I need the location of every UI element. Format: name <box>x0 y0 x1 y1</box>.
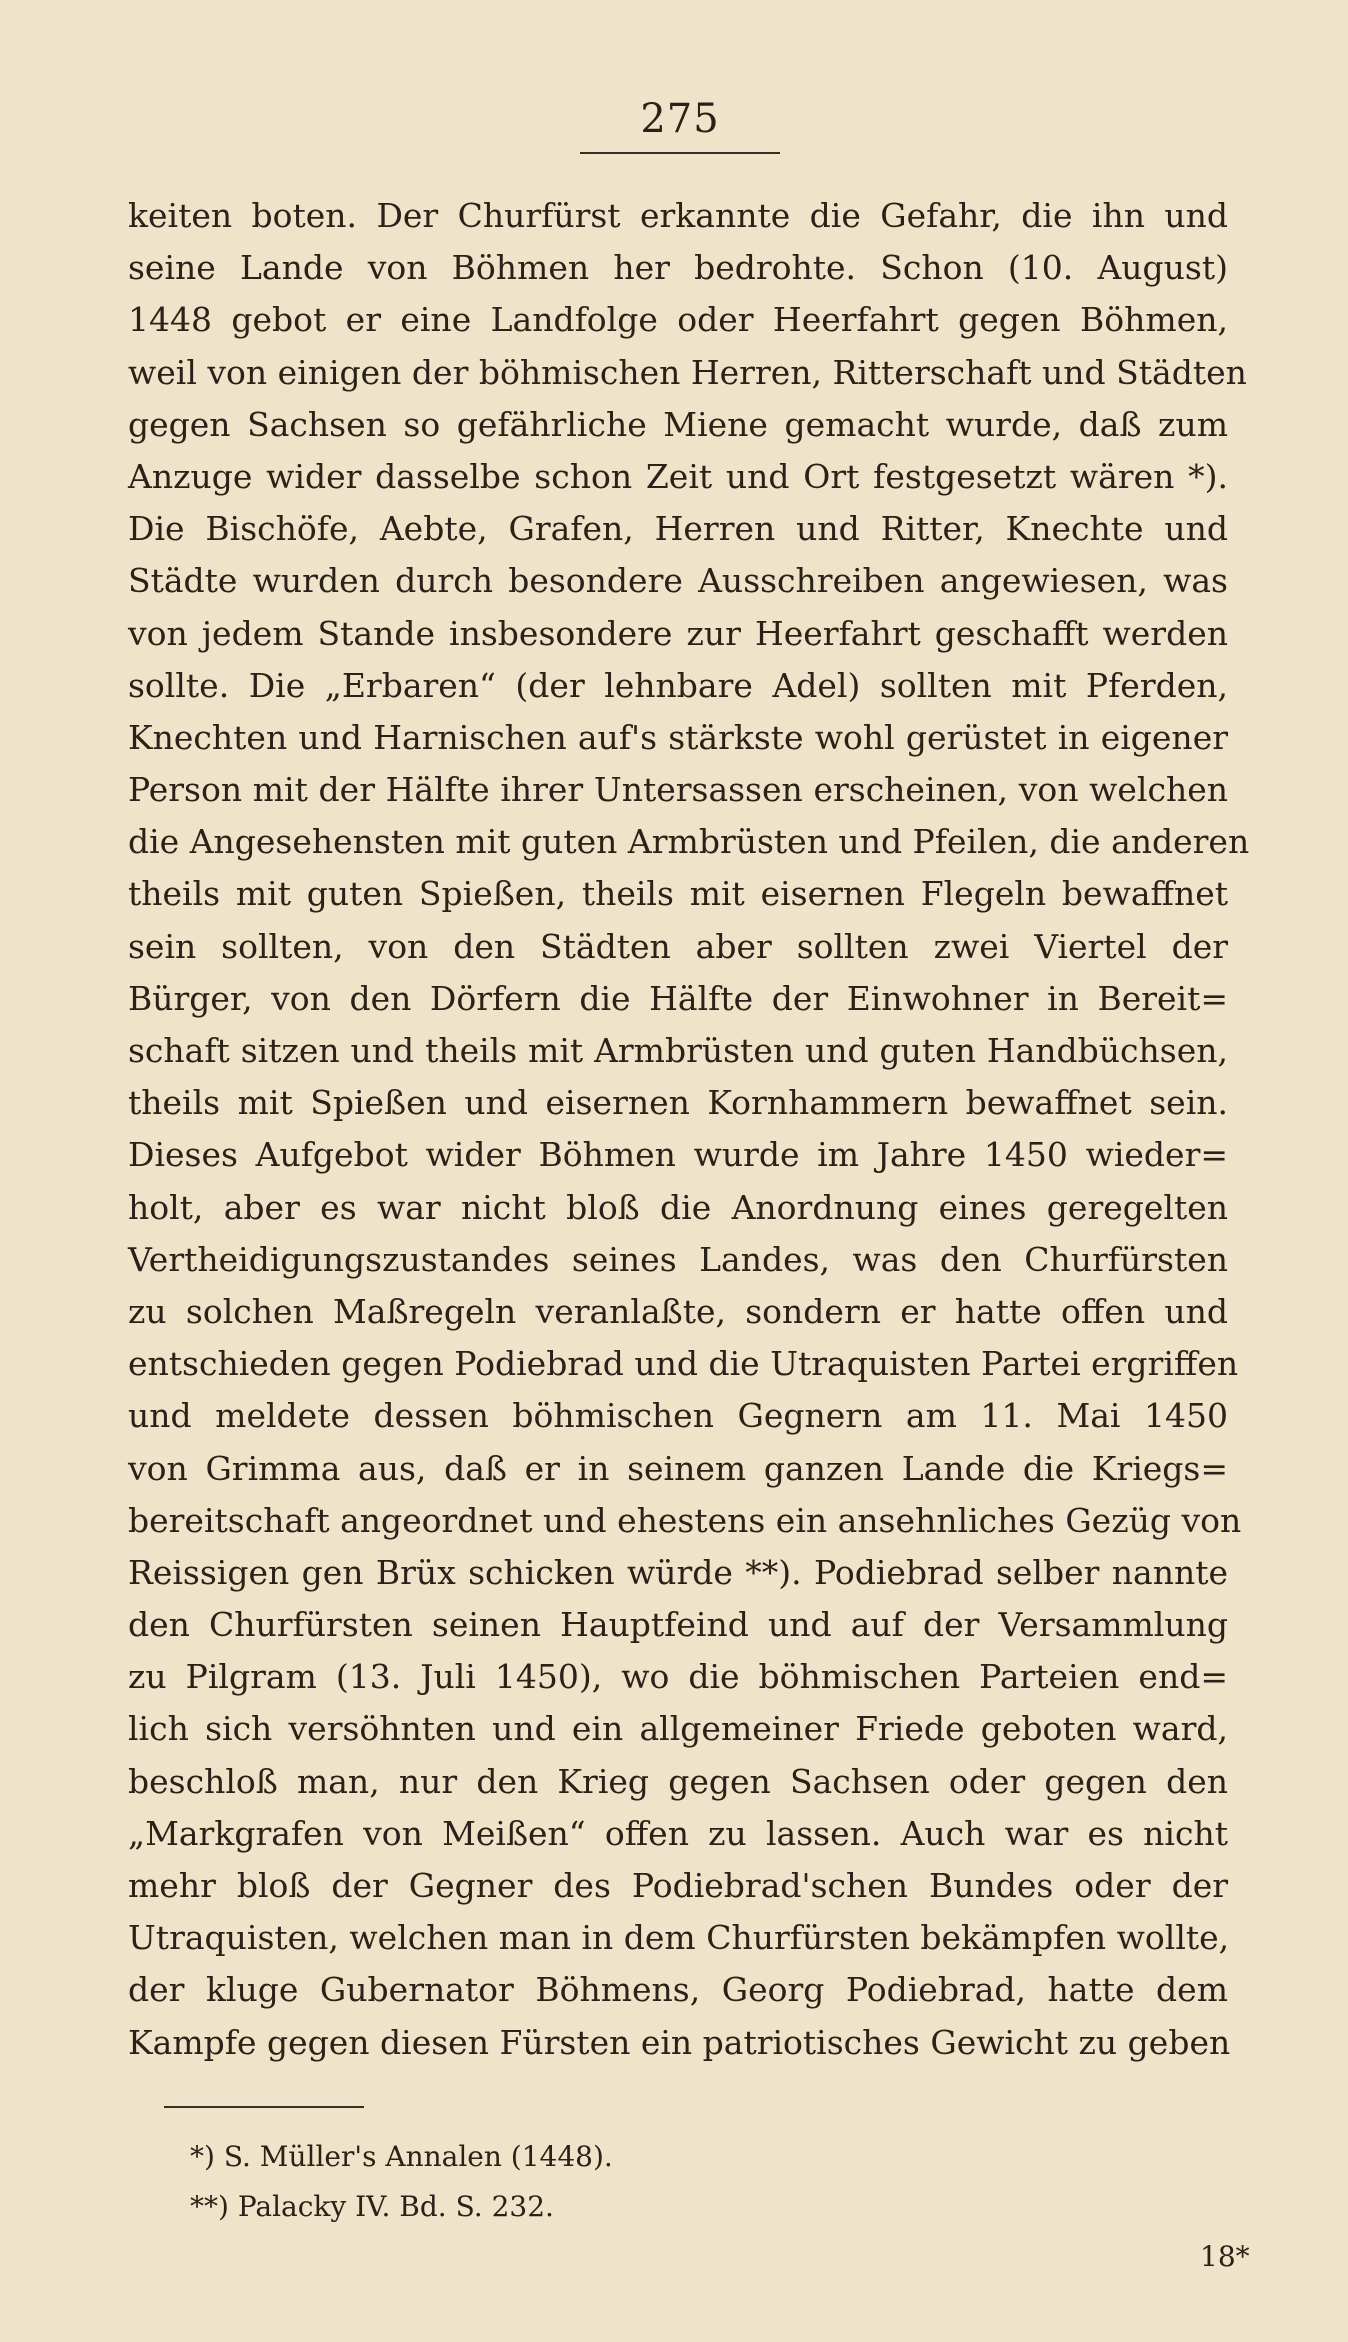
body-line: mehr bloß der Gegner des Podiebrad'schen Bundes oder der <box>128 1866 1228 1905</box>
body-line: „Markgrafen von Meißen“ offen zu lassen. Auch war es nicht <box>128 1813 1228 1853</box>
body-line: keiten boten. Der Churfürst erkannte die Gefahr, die ihn und <box>128 196 1228 235</box>
body-line: und meldete dessen böhmischen Gegnern am 11. Mai 1450 <box>128 1396 1228 1436</box>
body-line: zu solchen Maßregeln veranlaßte, sondern er hatte offen und <box>128 1291 1228 1331</box>
footnote: *) S. Müller's Annalen (1448). <box>190 2140 613 2173</box>
body-line: gegen Sachsen so gefährliche Miene gemacht wurde, daß zum <box>128 404 1228 444</box>
body-line: die Angesehensten mit guten Armbrüsten und Pfeilen, die anderen <box>128 822 1250 862</box>
body-line: der kluge Gubernator Böhmens, Georg Podiebrad, hatte dem <box>128 1970 1228 2010</box>
body-line: Anzuge wider dasselbe schon Zeit und Ort festgesetzt wären *). <box>128 456 1228 496</box>
header-rule <box>580 152 780 154</box>
body-line: Kampfe gegen diesen Fürsten ein patriotisches Gewicht zu geben <box>128 2022 1231 2062</box>
body-line: 1448 gebot er eine Landfolge oder Heerfahrt gegen Böhmen, <box>128 300 1228 340</box>
footnotes <box>190 2132 613 2232</box>
body-line: lich sich versöhnten und ein allgemeiner Friede geboten ward, <box>128 1709 1228 1749</box>
body-line: zu Pilgram (13. Juli 1450), wo die böhmischen Parteien end= <box>128 1657 1228 1697</box>
body-line: sollte. Die „Erbaren“ (der lehnbare Adel) sollten mit Pferden, <box>128 665 1228 705</box>
body-line: Vertheidigungszustandes seines Landes, was den Churfürsten <box>128 1239 1228 1279</box>
body-line: bereitschaft angeordnet und ehestens ein ansehnliches Gezüg von <box>128 1500 1242 1540</box>
body-line: Utraquisten, welchen man in dem Churfürsten bekämpfen wollte, <box>128 1918 1230 1958</box>
body-line: entschieden gegen Podiebrad und die Utraquisten Partei ergriffen <box>128 1344 1239 1384</box>
body-line: theils mit Spießen und eisernen Kornhammern bewaffnet sein. <box>128 1083 1228 1123</box>
body-line: holt, aber es war nicht bloß die Anordnung eines geregelten <box>128 1187 1228 1227</box>
footnote: **) Palacky IV. Bd. S. 232. <box>190 2190 554 2223</box>
body-line: theils mit guten Spießen, theils mit eisernen Flegeln bewaffnet <box>128 874 1228 914</box>
body-line: Die Bischöfe, Aebte, Grafen, Herren und Ritter, Knechte und <box>128 509 1228 549</box>
body-line: beschloß man, nur den Krieg gegen Sachsen oder gegen den <box>128 1761 1228 1801</box>
body-line: weil von einigen der böhmischen Herren, Ritterschaft und Städten <box>128 352 1247 392</box>
body-line: Bürger, von den Dörfern die Hälfte der Einwohner in Bereit= <box>128 978 1228 1018</box>
footnote-rule <box>164 2106 364 2108</box>
body-line: seine Lande von Böhmen her bedrohte. Schon (10. August) <box>128 248 1228 288</box>
body-line: Städte wurden durch besondere Ausschreiben angewiesen, was <box>128 561 1228 601</box>
body-line: Reissigen gen Brüx schicken würde **). Podiebrad selber nannte <box>128 1552 1228 1592</box>
body-line: Knechten und Harnischen auf's stärkste wohl gerüstet in eigener <box>128 717 1228 757</box>
body-line: den Churfürsten seinen Hauptfeind und auf der Versammlung <box>128 1605 1228 1645</box>
body-line: von Grimma aus, daß er in seinem ganzen Lande die Kriegs= <box>128 1448 1228 1488</box>
body-line: Dieses Aufgebot wider Böhmen wurde im Jahre 1450 wieder= <box>128 1135 1228 1175</box>
body-line: von jedem Stande insbesondere zur Heerfahrt geschafft werden <box>128 613 1228 653</box>
signature-mark: 18* <box>1200 2240 1250 2273</box>
page-number: 275 <box>640 96 720 142</box>
body-line: schaft sitzen und theils mit Armbrüsten und guten Handbüchsen, <box>128 1031 1228 1070</box>
body-text <box>128 190 1250 2069</box>
body-line: sein sollten, von den Städten aber sollten zwei Viertel der <box>128 926 1228 966</box>
body-line: Person mit der Hälfte ihrer Untersassen erscheinen, von welchen <box>128 770 1228 810</box>
